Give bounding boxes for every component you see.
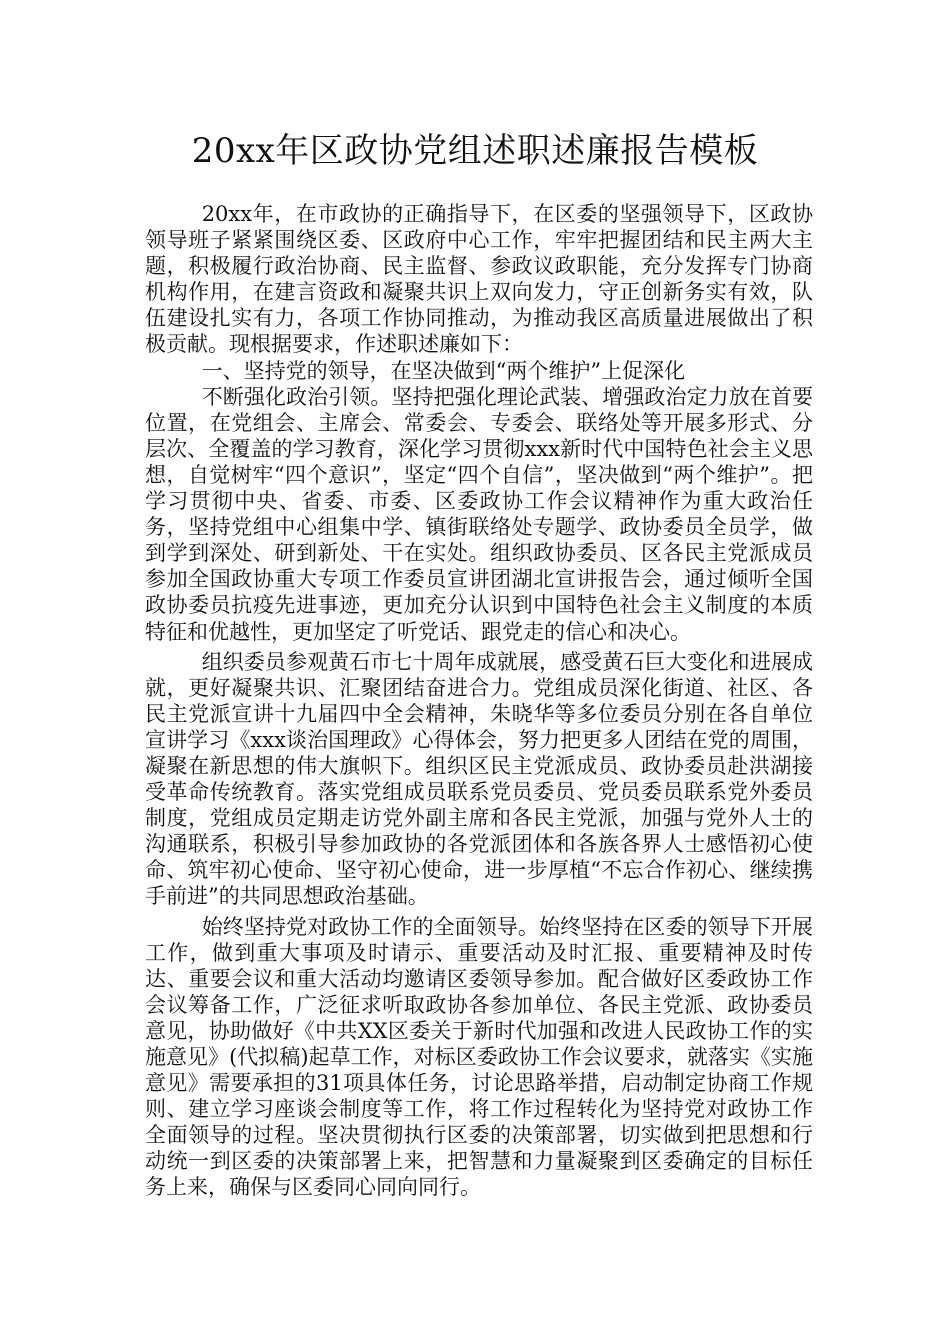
document-body (145, 201, 813, 1201)
section-heading-1: 一、坚持党的领导，在坚决做到“两个维护”上促深化 (201, 358, 686, 383)
document-title: 20xx年区政协党组述职述廉报告模板 (191, 131, 759, 171)
paragraph-party-leadership: 始终坚持党对政协工作的全面领导。始终坚持在区委的领导下开展工作，做到重大事项及时请示、重要活动及时汇报、重要精神及时传达、重要会议和重大活动均邀请区委领导参加。配合做好区委政协工作会议筹备工作，广泛征求听取政协各参加单位、各民主党派、政协委员意见，协助做好《中共XX区委关于新时代加强和改进人民政协工作的实施意见》(代拟稿)起草工作，对标区委政协工作会议要求，就落实《实施意见》需要承担的31项具体任务，讨论思路举措，启动制定协商工作规则、建立学习座谈会制度等工作，将工作过程转化为坚持党对政协工作全面领导的过程。坚决贯彻执行区委的决策部署，切实做到把思想和行动统一到区委的决策部署上来，把智慧和力量凝聚到区委确定的目标任务上来，确保与区委同心同向同行。 (145, 914, 813, 1200)
paragraph-intro: 20xx年，在市政协的正确指导下，在区委的坚强领导下，区政协领导班子紧紧围绕区委、区政府中心工作，牢牢把握团结和民主两大主题，积极履行政治协商、民主监督、参政议政职能，充分发挥专门协商机构作用，在建言资政和凝聚共识上双向发力，守正创新务实有效，队伍建设扎实有力，各项工作协同推动，为推动我区高质量进展做出了积极贡献。现根据要求，作述职述廉如下： (145, 202, 813, 357)
paragraph-exhibition-visit: 组织委员参观黄石市七十周年成就展，感受黄石巨大变化和进展成就，更好凝聚共识、汇聚团结奋进合力。党组成员深化街道、社区、各民主党派宣讲十九届四中全会精神，朱晓华等多位委员分别在各自单位宣讲学习《xxx谈治国理政》心得体会，努力把更多人团结在党的周围，凝聚在新思想的伟大旗帜下。组织区民主党派成员、政协委员赴洪湖接受革命传统教育。落实党组成员联系党员委员、党员委员联系党外委员制度，党组成员定期走访党外副主席和各民主党派，加强与党外人士的沟通联系，积极引导参加政协的各党派团体和各族各界人士感悟初心使命、筑牢初心使命、坚守初心使命，进一步厚植“不忘合作初心、继续携手前进”的共同思想政治基础。 (145, 649, 813, 909)
paragraph-political-guidance: 不断强化政治引领。坚持把强化理论武装、增强政治定力放在首要位置，在党组会、主席会、常委会、专委会、联络处等开展多形式、分层次、全覆盖的学习教育，深化学习贯彻xxx新时代中国特色社会主义思想，自觉树牢“四个意识”，坚定“四个自信”，坚决做到“两个维护”。把学习贯彻中央、省委、市委、区委政协工作会议精神作为重大政治任务，坚持党组中心组集中学、镇街联络处专题学、政协委员全员学，做到学到深处、研到新处、干在实处。组织政协委员、区各民主党派成员参加全国政协重大专项工作委员宣讲团湖北宣讲报告会，通过倾听全国政协委员抗疫先进事迹，更加充分认识到中国特色社会主义制度的本质特征和优越性，更加坚定了听党话、跟党走的信心和决心。 (145, 384, 813, 644)
